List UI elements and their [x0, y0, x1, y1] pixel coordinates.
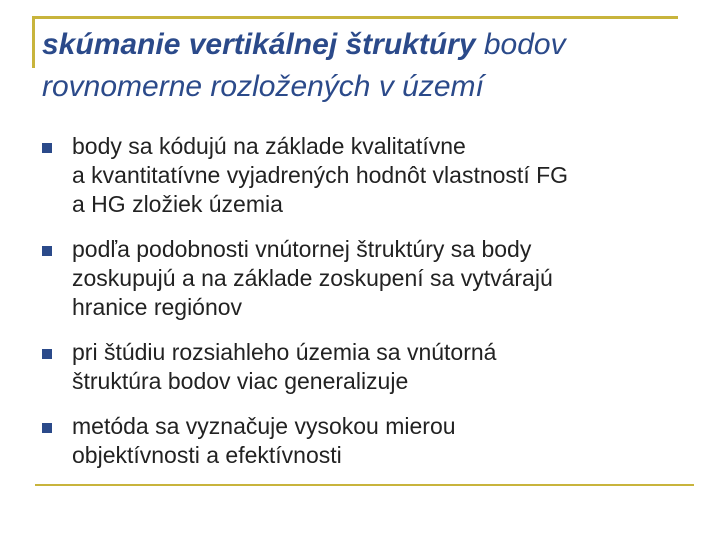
bottom-rule [35, 484, 694, 486]
bullet-line: podľa podobnosti vnútornej štruktúry sa body [72, 236, 532, 262]
square-bullet-icon [42, 349, 52, 359]
bullet-line: objektívnosti a efektívnosti [72, 442, 342, 468]
bullet-line: body sa kódujú na základe kvalitatívne [72, 133, 466, 159]
title-rest: bodov [475, 28, 566, 61]
slide-title [42, 24, 712, 108]
title-emphasis: skúmanie vertikálnej štruktúry [42, 28, 476, 61]
bullet-line: a kvantitatívne vyjadrených hodnôt vlastností FG [72, 162, 569, 188]
bullet-item [40, 338, 700, 396]
bullet-line: hranice regiónov [72, 294, 243, 320]
bullet-line: štruktúra bodov viac generalizuje [72, 368, 409, 394]
bullet-item [40, 132, 700, 219]
square-bullet-icon [42, 143, 52, 153]
bullet-item [40, 412, 700, 470]
bullet-line: zoskupujú a na základe zoskupení sa vytvárajú [72, 265, 553, 291]
bullet-line: metóda sa vyznačuje vysokou mierou [72, 413, 456, 439]
title-line-2: rovnomerne rozložených v území [42, 70, 484, 103]
top-rule [32, 16, 678, 19]
square-bullet-icon [42, 423, 52, 433]
left-rule [32, 16, 35, 68]
bullet-item [40, 235, 700, 322]
bullet-line: a HG zložiek územia [72, 191, 283, 217]
square-bullet-icon [42, 246, 52, 256]
bullet-line: pri štúdiu rozsiahleho územia sa vnútorná [72, 339, 497, 365]
bullet-list [40, 132, 700, 470]
